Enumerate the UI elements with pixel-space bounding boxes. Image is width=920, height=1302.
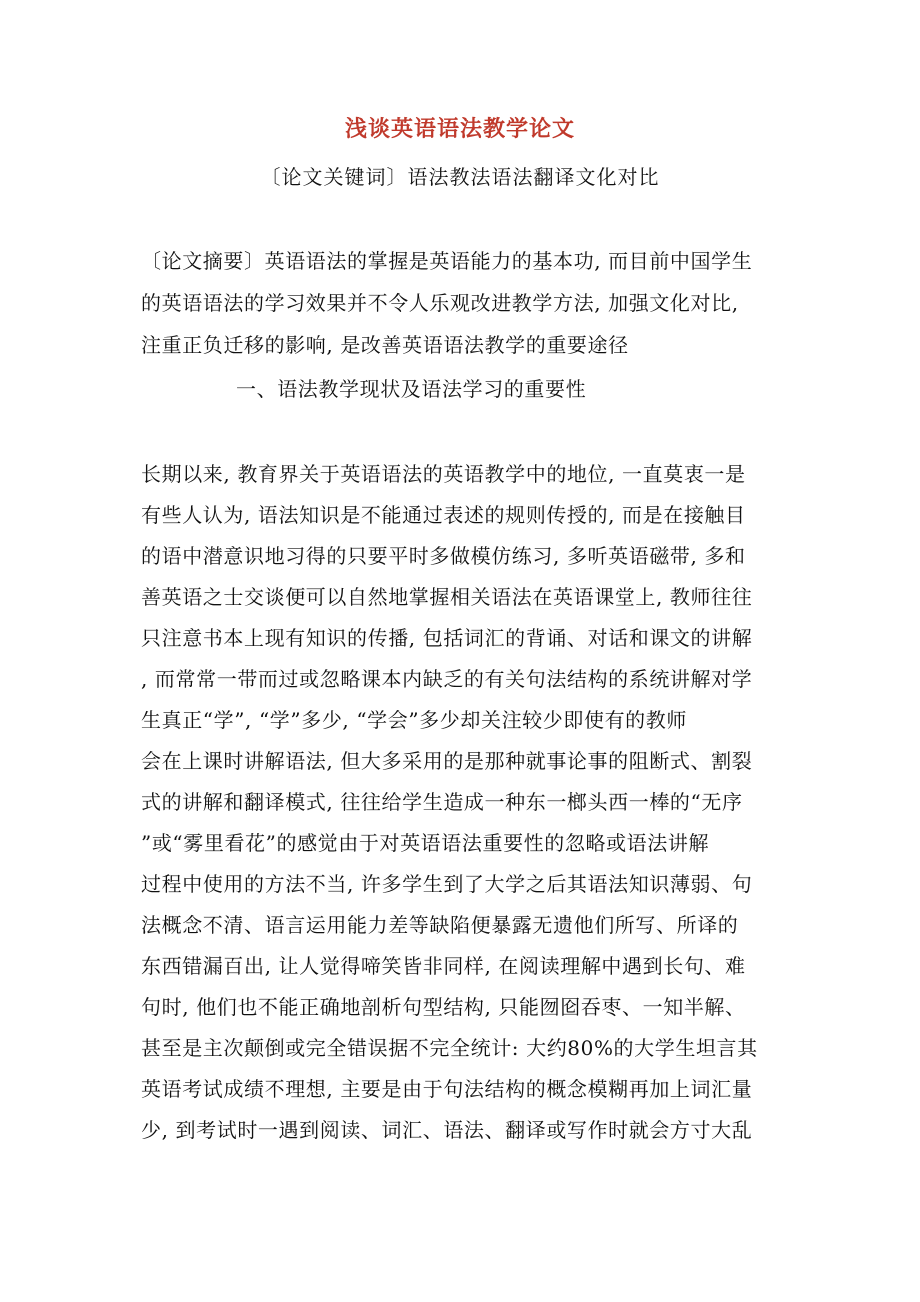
- abstract-line: 〔论文摘要〕英语语法的掌握是英语能力的基本功, 而目前中国学生: [141, 249, 753, 273]
- body-line: 的语中潜意识地习得的只要平时多做模仿练习, 多听英语磁带, 多和: [141, 544, 746, 568]
- abstract-line: 注重正负迁移的影响, 是改善英语语法教学的重要途径: [141, 333, 629, 357]
- body-line: 有些人认为, 语法知识是不能通过表述的规则传授的, 而是在接触目: [141, 503, 746, 527]
- body-line: 生真正“学”, “学”多少, “学会”多少却关注较少即使有的教师: [141, 708, 687, 732]
- body-line: , 而常常一带而过或忽略课本内缺乏的有关句法结构的系统讲解对学: [141, 667, 753, 691]
- body-line: ”或“雾里看花”的感觉由于对英语语法重要性的忽略或语法讲解: [141, 831, 710, 855]
- body-line: 过程中使用的方法不当, 许多学生到了大学之后其语法知识薄弱、句: [141, 872, 753, 896]
- body-line: 句时, 他们也不能正确地剖析句型结构, 只能囫囵吞枣、一知半解、: [141, 995, 746, 1019]
- section-heading: 一、语法教学现状及语法学习的重要性: [236, 377, 587, 401]
- body-line: 少, 到考试时一遇到阅读、词汇、语法、翻译或写作时就会方寸大乱: [141, 1118, 753, 1142]
- body-line: 长期以来, 教育界关于英语语法的英语教学中的地位, 一直莫衷一是: [141, 462, 746, 486]
- body-line: 法概念不清、语言运用能力差等缺陷便暴露无遗他们所写、所译的: [141, 913, 739, 937]
- abstract-line: 的英语语法的学习效果并不令人乐观改进教学方法, 加强文化对比,: [141, 291, 739, 315]
- body-line: 善英语之士交谈便可以自然地掌握相关语法在英语课堂上, 教师往往: [141, 585, 753, 609]
- body-line: 会在上课时讲解语法, 但大多采用的是那种就事论事的阻断式、割裂: [141, 749, 753, 773]
- body-line: 英语考试成绩不理想, 主要是由于句法结构的概念模糊再加上词汇量: [141, 1077, 753, 1101]
- body-line: 东西错漏百出, 让人觉得啼笑皆非同样, 在阅读理解中遇到长句、难: [141, 954, 746, 978]
- body-line: 式的讲解和翻译模式, 往往给学生造成一种东一榔头西一棒的“无序: [141, 790, 743, 814]
- body-line: 甚至是主次颠倒或完全错误据不完全统计: 大约80%的大学生坦言其: [141, 1036, 758, 1060]
- keywords-line: 〔论文关键词〕语法教法语法翻译文化对比: [260, 165, 660, 189]
- body-line: 只注意书本上现有知识的传播, 包括词汇的背诵、对话和课文的讲解: [141, 626, 753, 650]
- document-title: 浅谈英语语法教学论文: [344, 116, 575, 142]
